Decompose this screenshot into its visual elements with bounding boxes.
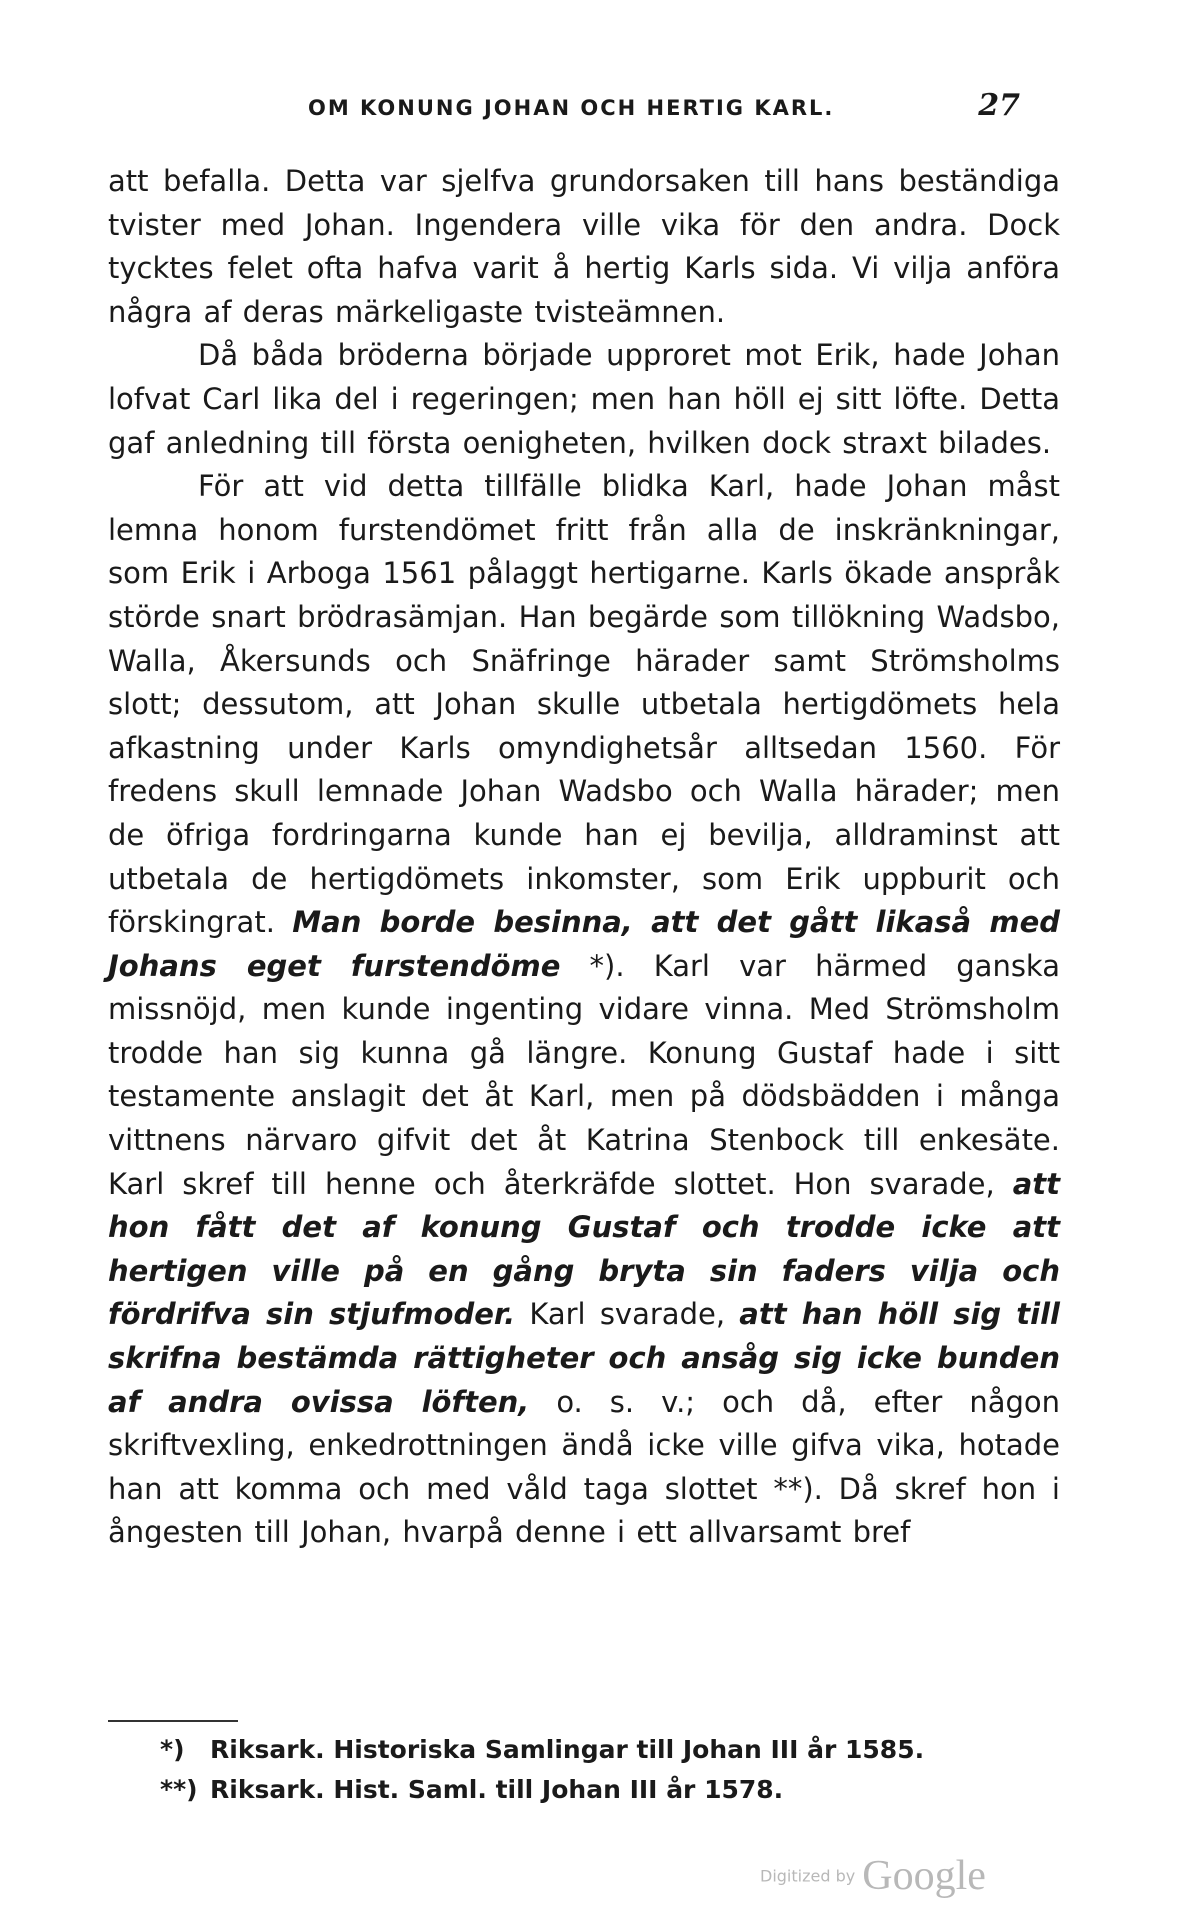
running-title: OM KONUNG JOHAN OCH HERTIG KARL. bbox=[308, 96, 835, 120]
paragraph bbox=[108, 465, 1060, 1555]
text-run: För att vid detta tillfälle blidka Karl, hade Johan måst lemna honom furstendömet fritt från alla de inskränkningar, som Erik i Arboga 1561 pålaggt hertigarne. Karls ökade anspråk störde snart brödrasämjan. Han begärde som tillökning Wadsbo, Walla, Åkersunds och Snäfringe härader samt Strömsholms slott; dessutom, att Johan skulle utbetala hertigdömets hela afkastning under Karls omyndighetsår alltsedan 1560. För fredens skull lemnade Johan Wadsbo och Walla härader; men de öfriga fordringarna kunde han ej bevilja, alldraminst att utbetala de hertigdömets inkomster, som Erik uppburit och förskingrat. bbox=[108, 469, 1060, 940]
text-run: o. s. v.; och då, efter någon skriftvexling, enkedrottningen ändå icke ville gifva vika, hotade han att komma och med våld taga slottet **). Då skref hon i ångesten till Johan, hvarpå denne i ett allvarsamt bref bbox=[108, 1384, 1061, 1550]
footnote-text: Riksark. Historiska Samlingar till Johan III år 1585. bbox=[210, 1735, 925, 1764]
text-run: Karl svarade, bbox=[515, 1297, 740, 1332]
digitized-by-google-watermark bbox=[760, 1852, 986, 1900]
footnotes bbox=[160, 1730, 1040, 1810]
italic-run: att han höll sig till skrifna bestämda rättigheter och ansåg sig icke bunden af andra ovissa löften, bbox=[108, 1297, 1060, 1419]
text-run: att befalla. Detta var sjelfva grundorsaken till hans beständiga tvister med Johan. Ingendera ville vika för den andra. Dock tycktes felet ofta hafva varit å hertig Karls sida. Vi vilja anföra några af deras märkeligaste tvisteämnen. bbox=[108, 164, 1060, 329]
italic-run: Man borde besinna, att det gått likaså med Johans eget furstendöme bbox=[108, 905, 1061, 983]
footnote-text: Riksark. Hist. Saml. till Johan III år 1578. bbox=[210, 1775, 784, 1804]
watermark-prefix: Digitized by bbox=[760, 1866, 856, 1886]
text-run: *). Karl var härmed ganska missnöjd, men kunde ingenting vidare vinna. Med Strömsholm trodde han sig kunna gå längre. Konung Gustaf hade i sitt testamente anslagit det åt Karl, men på dödsbädden i många vittnens närvaro gifvit det åt Katrina Stenbock till enkesäte. Karl skref till henne och återkräfde slottet. Hon svarade, bbox=[108, 948, 1060, 1201]
text-run: Då båda bröderna började upproret mot Erik, hade Johan lofvat Carl lika del i regeringen; men han höll ej sitt löfte. Detta gaf anledning till första oenigheten, hvilken dock straxt bilades. bbox=[108, 338, 1060, 460]
footnote-divider bbox=[108, 1720, 238, 1722]
footnote-mark: **) bbox=[160, 1775, 198, 1804]
footnote-mark: *) bbox=[160, 1735, 185, 1764]
paragraph bbox=[108, 160, 1060, 334]
body-text bbox=[108, 160, 1060, 1555]
page-number: 27 bbox=[978, 88, 1020, 123]
google-logo: Google bbox=[862, 1853, 986, 1899]
footnote bbox=[160, 1770, 1040, 1810]
paragraph bbox=[108, 334, 1060, 465]
running-header bbox=[108, 88, 1020, 128]
italic-run: att hon fått det af konung Gustaf och trodde icke att hertigen ville på en gång bryta sin faders vilja och fördrifva sin stjufmoder. bbox=[108, 1166, 1060, 1332]
footnote bbox=[160, 1730, 1040, 1770]
